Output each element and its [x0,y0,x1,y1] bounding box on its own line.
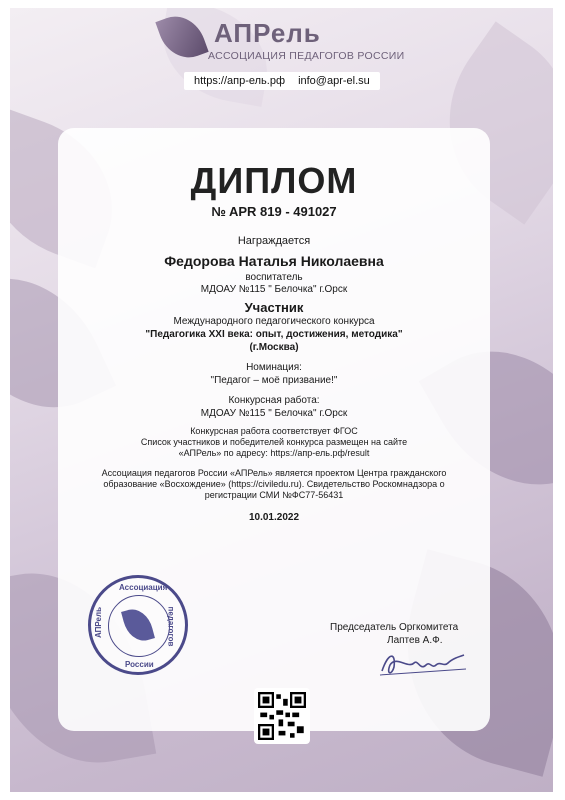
logo-subtitle: АССОЦИАЦИЯ ПЕДАГОГОВ РОССИИ [208,50,405,62]
work-label: Конкурсная работа: [228,395,320,406]
results-note-line: Список участников и победителей конкурса размещен на сайте [140,437,408,447]
contest-intro: Международного педагогического конкурса [173,316,375,327]
nomination-label: Номинация: [246,362,302,373]
fgos-note: Конкурсная работа соответствует ФГОС [190,426,358,436]
results-note [58,437,490,459]
participant-status: Участник [244,300,304,315]
association-note-line: регистрации СМИ №ФС77-56431 [204,490,344,500]
work-value: МДОАУ №115 " Белочка" г.Орск [200,408,348,419]
signature-image [378,645,468,681]
nomination-value: "Педагог – моё призвание!" [210,375,338,386]
diploma-number: № APR 819 - 491027 [211,204,337,219]
contest-name-line: "Педагогика XXI века: опыт, достижения, методика" [145,329,403,340]
contacts-bar [184,72,380,90]
stamp-text: Ассоциация [119,583,168,592]
website-link[interactable]: https://апр-ель.рф [194,75,285,87]
results-note-line: «АПРель» по адресу: https://апр-ель.рф/result [178,448,370,458]
signature-name: Лаптев А.Ф. [387,635,443,646]
stamp-text: России [125,660,154,669]
association-note-line: образование «Восхождение» (https://civiledu.ru). Свидетельство Роскомнадзора о [103,479,445,489]
recipient-organization: МДОАУ №115 " Белочка" г.Орск [200,284,348,295]
qr-code-icon[interactable] [254,688,310,744]
awarded-label: Награждается [237,235,311,247]
email-link[interactable]: info@apr-el.su [298,75,370,87]
stamp-icon [88,575,188,675]
recipient-position: воспитатель [245,272,303,283]
association-note [58,468,490,501]
qr-code-image [258,692,306,740]
association-note-line: Ассоциация педагогов России «АПРель» является проектом Центра гражданского [101,468,447,478]
contest-name [58,328,490,354]
logo-title: АПРель [214,18,321,48]
contest-city: (г.Москва) [249,342,299,353]
stamp-text: АПРель [94,606,104,639]
stamp-text: педагогов [166,606,176,647]
diploma-title: ДИПЛОМ [190,160,358,201]
recipient-name: Федорова Наталья Николаевна [164,253,384,269]
signature-role: Председатель Оргкомитета [330,622,459,633]
issue-date: 10.01.2022 [248,512,300,523]
